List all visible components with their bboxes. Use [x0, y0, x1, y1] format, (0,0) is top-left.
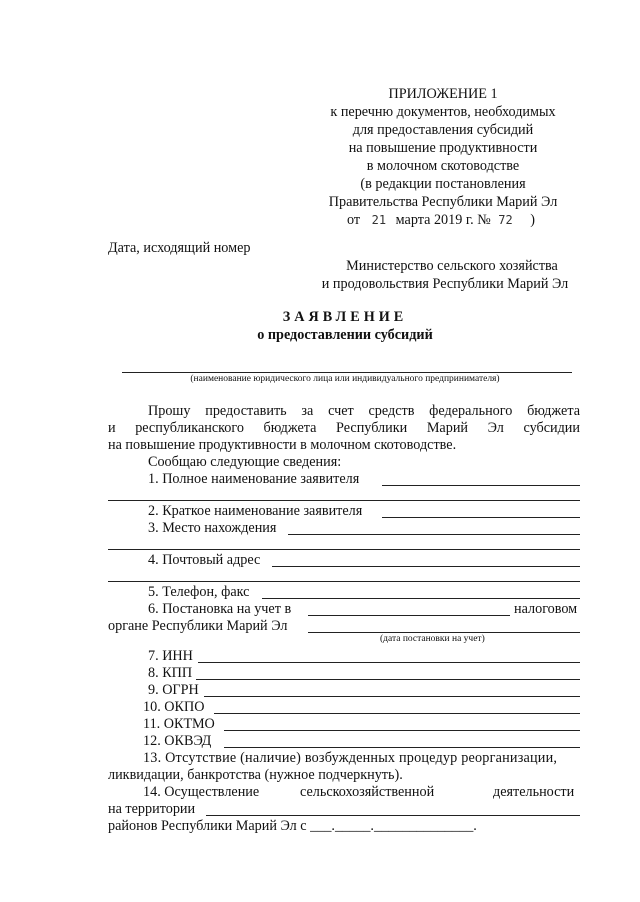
okpo-field[interactable]	[214, 713, 580, 714]
appendix-line-4: в молочном скотоводстве	[366, 158, 520, 174]
postal-address-label: 4. Почтовый адрес	[148, 552, 261, 568]
p14-line-3-text: районов Республики Марий Эл с	[108, 818, 307, 834]
p14-word-2: сельскохозяйственной	[300, 784, 435, 800]
phone-field[interactable]	[262, 598, 580, 599]
intro-text-2: и республиканского бюджета Республики Марий Эл субсидии	[108, 420, 580, 436]
inn-field[interactable]	[198, 662, 580, 663]
postal-address-field[interactable]	[272, 566, 580, 567]
registration-authority-field[interactable]	[308, 615, 510, 616]
oktmo-label: 11. ОКТМО	[143, 716, 215, 732]
inn-label: 7. ИНН	[148, 648, 193, 664]
p13-line-1: 13. Отсутствие (наличие) возбужденных процедур реорганизации,	[143, 750, 558, 766]
p14-word-3: деятельности	[493, 784, 575, 800]
intro-line-2	[108, 420, 580, 437]
kpp-field[interactable]	[196, 679, 580, 680]
p14-line-3	[108, 818, 477, 835]
phone-label: 5. Телефон, факс	[148, 584, 250, 600]
start-day-field[interactable]: ___.	[310, 818, 335, 834]
appendix-line-3: на повышение продуктивности	[348, 140, 538, 156]
location-field-cont[interactable]	[108, 549, 580, 550]
intro-line-3: на повышение продуктивности в молочном скотоводстве.	[108, 437, 457, 453]
document-subtitle: о предоставлении субсидий	[257, 327, 433, 343]
start-month-field[interactable]: _____.	[334, 818, 374, 834]
date-day: 21	[371, 213, 387, 227]
okved-field[interactable]	[224, 747, 580, 748]
applicant-name-caption: (наименование юридического лица или индивидуального предпринимателя)	[190, 374, 500, 384]
start-year-field[interactable]: ______________.	[373, 818, 477, 834]
oktmo-field[interactable]	[224, 730, 580, 731]
registration-label-b: налоговом	[514, 601, 578, 617]
full-name-field[interactable]	[382, 485, 580, 486]
appendix-line-6: Правительства Республики Марий Эл	[328, 194, 558, 210]
intro-line-1	[108, 403, 580, 420]
appendix-date	[347, 212, 535, 229]
location-field[interactable]	[288, 534, 580, 535]
applicant-name-line[interactable]	[122, 372, 572, 373]
appendix-title: ПРИЛОЖЕНИЕ 1	[388, 86, 498, 102]
date-number: 72	[498, 213, 513, 227]
short-name-label: 2. Краткое наименование заявителя	[148, 503, 363, 519]
postal-address-field-cont[interactable]	[108, 581, 580, 582]
full-name-label: 1. Полное наименование заявителя	[148, 471, 360, 487]
recipient-line-2: и продовольствия Республики Марий Эл	[321, 276, 569, 292]
ogrn-field[interactable]	[204, 696, 580, 697]
recipient-line-1: Министерство сельского хозяйства	[346, 258, 558, 274]
appendix-line-5: (в редакции постановления	[360, 176, 526, 192]
location-label: 3. Место нахождения	[148, 520, 277, 536]
p14-word-1: 14. Осуществление	[143, 784, 260, 800]
outgoing-number-label: Дата, исходящий номер	[108, 240, 251, 256]
registration-label-a: 6. Постановка на учет в	[148, 601, 292, 617]
date-suffix: )	[530, 212, 536, 228]
kpp-label: 8. КПП	[148, 665, 193, 681]
p14-line-2: на территории	[108, 801, 196, 817]
registration-label-c: органе Республики Марий Эл	[108, 618, 288, 634]
intro-text-1: Прошу предоставить за счет средств федерального бюджета	[148, 403, 580, 419]
territory-field[interactable]	[206, 815, 580, 816]
ogrn-label: 9. ОГРН	[148, 682, 199, 698]
okved-label: 12. ОКВЭД	[143, 733, 212, 749]
appendix-line-1: к перечню документов, необходимых	[330, 104, 556, 120]
date-prefix: от	[347, 212, 361, 228]
appendix-line-2: для предоставления субсидий	[352, 122, 534, 138]
date-rest: марта 2019 г. №	[395, 212, 491, 228]
document-title: ЗАЯВЛЕНИЕ	[282, 309, 408, 325]
intro-line-4: Сообщаю следующие сведения:	[148, 454, 342, 470]
full-name-field-cont[interactable]	[108, 500, 580, 501]
short-name-field[interactable]	[382, 517, 580, 518]
registration-date-field[interactable]	[308, 632, 580, 633]
okpo-label: 10. ОКПО	[143, 699, 205, 715]
p13-line-2: ликвидации, банкротства (нужное подчеркнуть).	[108, 767, 403, 783]
registration-date-caption: (дата постановки на учет)	[380, 634, 485, 644]
